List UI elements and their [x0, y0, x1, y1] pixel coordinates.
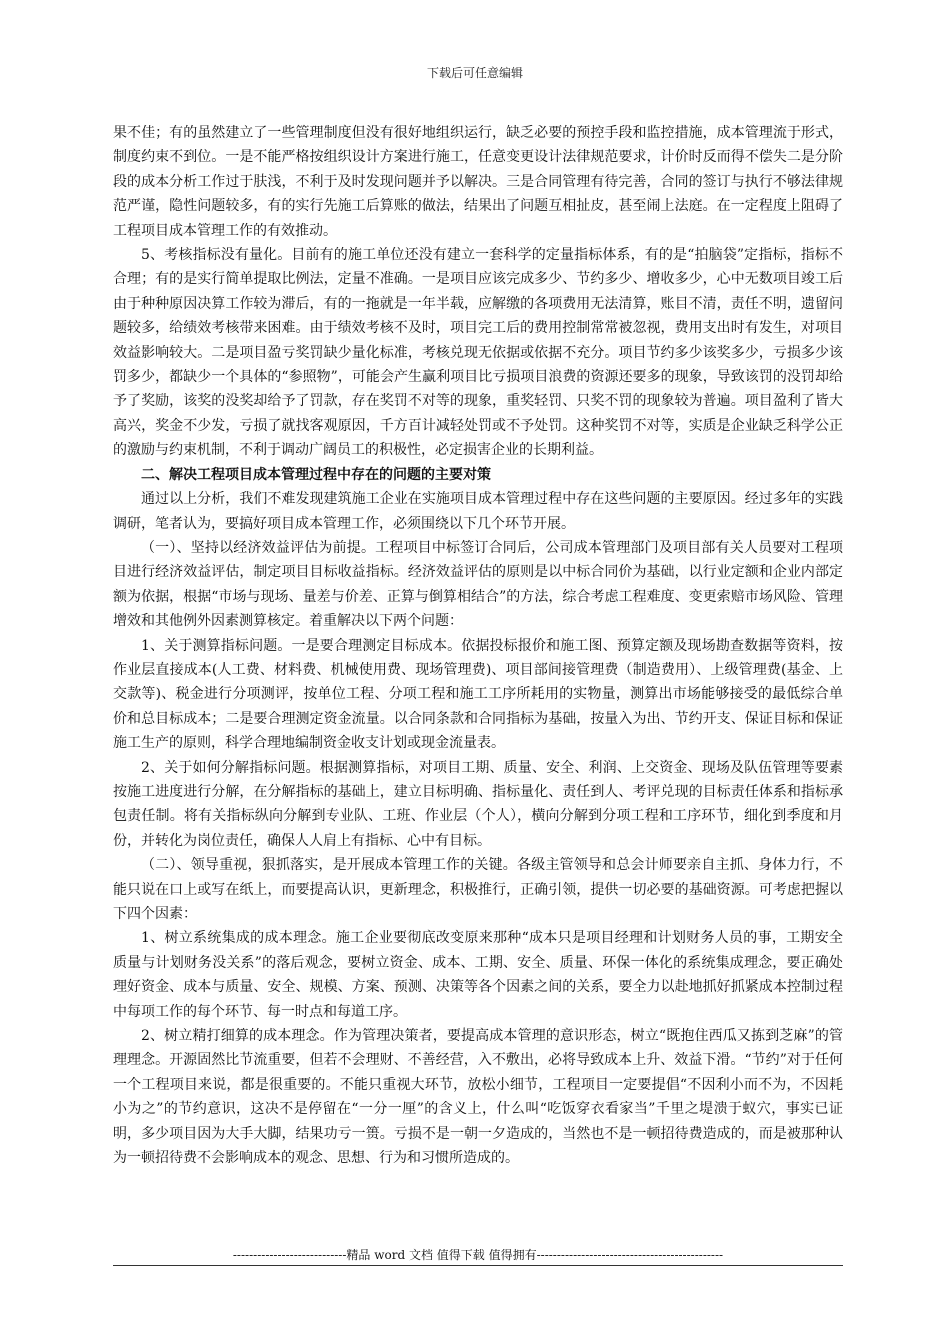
paragraph: （一）、坚持以经济效益评估为前提。工程项目中标签订合同后，公司成本管理部门及项目部有关人员要对工程项目进行经济效益评估，制定项目目标收益指标。经济效益评估的原则是以中标合同价为基础，以行业定额和企业内部定额为依据，根据“市场与现场、量差与价差、正算与倒算相结合”的方法，综合考虑工程难度、变更索赔市场风险、管理增效和其他例外因素测算核定。着重解决以下两个问题：	[113, 539, 843, 630]
paragraph: 果不佳；有的虽然建立了一些管理制度但没有很好地组织运行，缺乏必要的预控手段和监控措施，成本管理流于形式，制度约束不到位。一是不能严格按组织设计方案进行施工，任意变更设计法律规范要求，计价时反而得不偿失二是分阶段的成本分析工作过于肤浅，不利于及时发现问题并予以解决。三是合同管理有待完善，合同的签订与执行不够法律规范严谨，隐性问题较多，有的实行先施工后算账的做法，结果出了问题互相扯皮，甚至闹上法庭。在一定程度上阻碍了工程项目成本管理工作的有效推动。	[113, 125, 843, 239]
paragraph: 5、考核指标没有量化。目前有的施工单位还没有建立一套科学的定量指标体系，有的是“拍脑袋”定指标，指标不合理；有的是实行简单提取比例法，定量不准确。一是项目应该完成多少、节约多少、增收多少，心中无数项目竣工后由于种种原因决算工作较为滞后，有的一拖就是一年半载，应解缴的各项费用无法清算，账目不清，责任不明，遗留问题较多，给绩效考核带来困难。由于绩效考核不及时，项目完工后的费用控制常常被忽视，费用支出时有发生，对项目效益影响较大。二是项目盈亏奖罚缺少量化标准，考核兑现无依据或依据不充分。项目节约多少该奖多少，亏损多少该罚多少，都缺少一个具体的“参照物”，可能会产生赢利项目比亏损项目浪费的资源还要多的现象，导致该罚的没罚却给予了奖励，该奖的没奖却给予了罚款，存在奖罚不对等的现象，重奖轻罚、只奖不罚的现象较为普遍。项目盈利了皆大高兴，奖金不少发，亏损了就找客观原因，千方百计减轻处罚或不予处罚。这种奖罚不对等，实质是企业缺乏科学公正的激励与约束机制，不利于调动广阔员工的积极性，必定损害企业的长期利益。	[113, 247, 843, 459]
paragraph: 2、关于如何分解指标问题。根据测算指标，对项目工期、质量、安全、利润、上交资金、现场及队伍管理等要素按施工进度进行分解，在分解指标的基础上，建立目标明确、指标量化、责任到人、考评兑现的目标责任体系和指标承包责任制。将有关指标纵向分解到专业队、工班、作业层（个人），横向分解到分项工程和工序环节，细化到季度和月份，并转化为岗位责任，确保人人肩上有指标、心中有目标。	[113, 759, 843, 849]
page-header: 下载后可任意编辑	[426, 66, 523, 80]
page-footer: ----------------------------精品 word 文档 值得下载 值得拥有----------------------------------------------	[232, 1248, 724, 1262]
section-heading: 二、解决工程项目成本管理过程中存在的问题的主要对策	[141, 466, 491, 483]
paragraph: （二）、领导重视，狠抓落实，是开展成本管理工作的关键。各级主管领导和总会计师要亲自主抓、身体力行，不能只说在口上或写在纸上，而要提高认识，更新理念，积极推行，正确引领，提供一切必要的基础资源。可考虑把握以下四个因素：	[113, 857, 843, 922]
footer-divider	[113, 1265, 843, 1266]
paragraph: 通过以上分析，我们不难发现建筑施工企业在实施项目成本管理过程中存在这些问题的主要原因。经过多年的实践调研，笔者认为，要搞好项目成本管理工作，必须围绕以下几个环节开展。	[113, 491, 843, 532]
paragraph: 2、树立精打细算的成本理念。作为管理决策者，要提高成本管理的意识形态，树立“既抱住西瓜又拣到芝麻”的管理理念。开源固然比节流重要，但若不会理财、不善经营，入不敷出，必将导致成本上升、效益下滑。“节约”对于任何一个工程项目来说，都是很重要的。不能只重视大环节，放松小细节，工程项目一定要提倡“不因利小而不为，不因耗小为之”的节约意识，这决不是停留在“一分一厘”的含义上，什么叫“吃饭穿衣看家当”千里之堤溃于蚁穴，事实已证明，多少项目因为大手大脚，结果功亏一篑。亏损不是一朝一夕造成的，当然也不是一顿招待费造成的，而是被那种认为一顿招待费不会影响成本的观念、思想、行为和习惯所造成的。	[113, 1028, 843, 1167]
paragraph: 1、树立系统集成的成本理念。施工企业要彻底改变原来那种“成本只是项目经理和计划财务人员的事，工期安全质量与计划财务没关系”的落后观念，要树立资金、成本、工期、安全、质量、环保一体化的系统集成理念，要正确处理好资金、成本与质量、安全、规模、方案、预测、决策等各个因素之间的关系，要全力以赴地抓好抓紧成本控制过程中每项工作的每个环节、每一时点和每道工序。	[113, 930, 843, 1020]
document-body	[113, 121, 843, 1170]
paragraph: 1、关于测算指标问题。一是要合理测定目标成本。依据投标报价和施工图、预算定额及现场勘查数据等资料，按作业层直接成本(人工费、材料费、机械使用费、现场管理费)、项目部间接管理费（制造费用）、上级管理费(基金、上交款等)、税金进行分项测评，按单位工程、分项工程和施工工序所耗用的实物量，测算出市场能够接受的最低综合单价和总目标成本；二是要合理测定资金流量。以合同条款和合同指标为基础，按量入为出、节约开支、保证目标和保证施工生产的原则，科学合理地编制资金收支计划或现金流量表。	[113, 637, 843, 752]
